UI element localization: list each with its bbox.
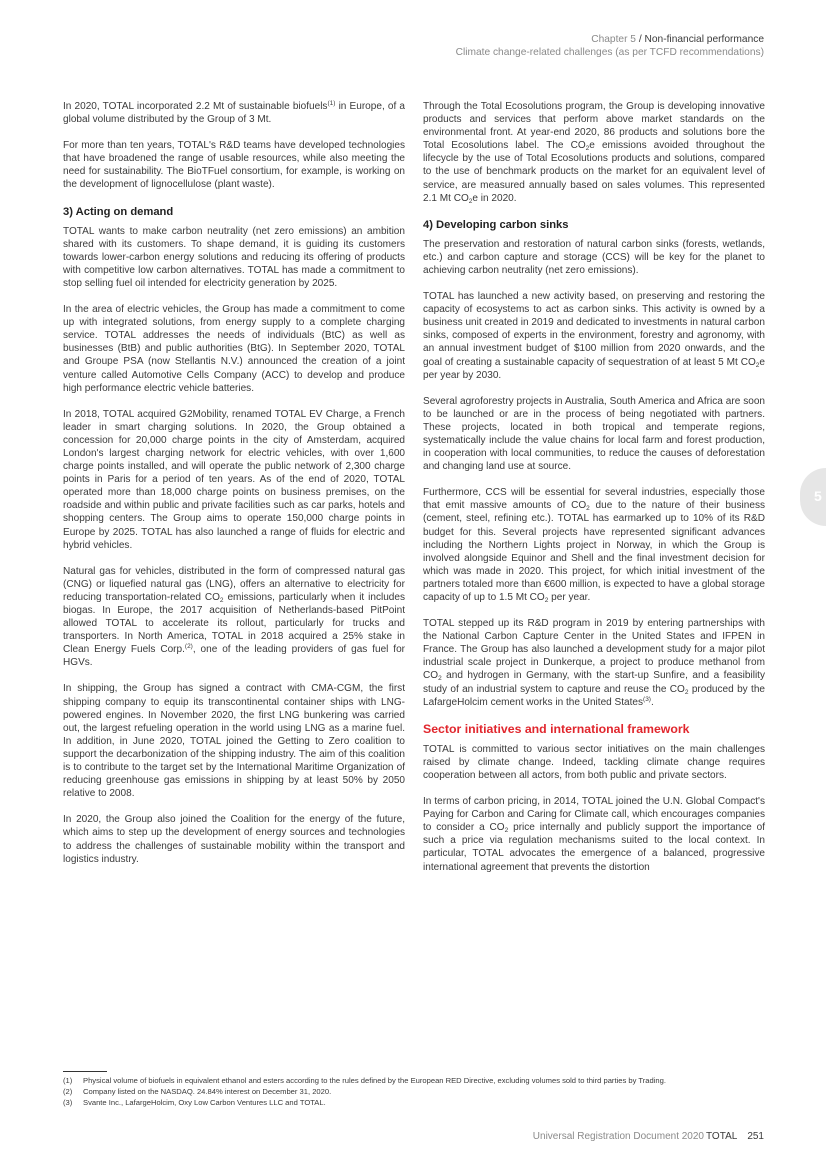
page-header — [456, 34, 764, 59]
header-chapter-line: Chapter 5 / Non-financial performance — [591, 34, 764, 45]
paragraph: In 2020, the Group also joined the Coalition for the energy of the future, which aims to step up the development of energy sources and technologies to address the challenges of sustainable mobility within the transport and logistics industry. — [63, 814, 405, 865]
footnote-ref: (1) — [327, 100, 336, 107]
header-section: Non-financial performance — [644, 34, 764, 45]
paragraph: Through the Total Ecosolutions program, the Group is developing innovative products and services that perform above market standards on the environmental front. At year-end 2020, 86 products and solutions bore the Total Ecosolutions label. The $CO_2e$ emissions avoided throughout the lifecycle by the use of Total Ecosolutions products and solutions, compared to the use of benchmark products on the market for an equivalent level of service, are measured annually based on sales volumes. This represented 2.1 Mt $CO_2e$ in 2020. — [423, 101, 766, 205]
footnotes — [63, 1075, 773, 1108]
page-footer — [533, 1131, 764, 1142]
paragraph: Several agroforestry projects in Australia, South America and Africa are soon to be launched or are in the process of being negotiated with partners. These projects, located in both tropical and temperate regions, systematically include the value chains for local farm and forest production, in cooperation with local communities, to reduce the causes of deforestation and changing land use at source. — [423, 395, 765, 473]
paragraph: For more than ten years, TOTAL's R&D teams have developed technologies that have broadened the range of usable resources, while also meeting the need for sustainability. The BioTFuel consortium, for example, is working on the development of lignocellulose (plant waste). — [63, 140, 405, 191]
paragraph: In shipping, the Group has signed a contract with CMA-CGM, the first shipping company to equip its transcontinental container ships with LNG-powered engines. In November 2020, the first LNG bunkering was carried out, the largest refueling operation in the world using LNG as a marine fuel. In addition, in June 2020, TOTAL joined the Getting to Zero coalition to support the decarbonization of the shipping industry. The aim of this coalition is to contribute to the target set by the International Maritime Organization of reducing greenhouse gas emissions in shipping by at least 50% by 2050 relative to 2008. — [63, 683, 405, 800]
chapter-tab-number: 5 — [814, 488, 822, 504]
paragraph: TOTAL wants to make carbon neutrality (net zero emissions) an ambition shared with its customers. To shape demand, it is guiding its customers towards lower-carbon energy solutions and reducing its offering of products with competitive low carbon alternatives. TOTAL has made a commitment to stop selling fuel oil intended for electricity generation by 2025. — [63, 225, 405, 289]
paragraph: Natural gas for vehicles, distributed in the form of compressed natural gas (CNG) or liquefied natural gas (LNG), offers an alternative to electricity for reducing transportation-related $CO_2$ emissions, particularly when it includes biogas. In Europe, the 2017 acquisition of Netherlands-based PitPoint allowed TOTAL to accelerate its rollout, particularly for trucks and transporters. In North America, TOTAL in 2018 acquired a 25% stake in Clean Energy Fuels Corp.$^{(2)}$, one of the leading providers of gas fuel for HGVs. — [63, 565, 406, 669]
section-heading-sector-initiatives: Sector initiatives and international framework — [423, 721, 690, 736]
header-chapter: Chapter 5 — [591, 34, 636, 45]
paragraph: In 2020, TOTAL incorporated 2.2 Mt of sustainable biofuels$^{(1)}$ in Europe, of a global volume distributed by the Group of 3 Mt. — [63, 100, 406, 126]
paragraph: The preservation and restoration of natural carbon sinks (forests, wetlands, etc.) and carbon capture and storage (CCS) will be key for the planet to achieving carbon neutrality (net zero emissions). — [423, 238, 765, 276]
chapter-tab — [800, 468, 826, 526]
header-subtitle: Climate change-related challenges (as per TCFD recommendations) — [455, 46, 764, 58]
footnote-ref: (3) — [643, 695, 651, 703]
left-column — [63, 100, 405, 879]
footnote: (2) Company listed on the NASDAQ. 24.84% interest on December 31, 2020. — [63, 1087, 332, 1096]
paragraph: TOTAL has launched a new activity based, on preserving and restoring the capacity of ecosystems to act as carbon sinks. This activity is owned by a business unit created in 2019 and dedicated to investments in natural carbon sinks, composed of experts in the environment, forestry and agronomy, with an annual investment budget of $100 million from 2020 onwards, and the goal of creating a sustainable capacity of sequestration of at least 5 Mt $CO_2e$ per year by 2030. — [423, 291, 765, 381]
footnote-divider — [63, 1071, 107, 1072]
paragraph: TOTAL is committed to various sector initiatives on the main challenges raised by climate change. Indeed, tackling climate change requires cooperation between all actors, from both public and private sectors. — [423, 743, 765, 781]
page-number: 251 — [747, 1131, 764, 1142]
footer-brand: TOTAL — [706, 1131, 738, 1142]
footnote-ref: (2) — [184, 643, 193, 651]
footnote: (3) Svante Inc., LafargeHolcim, Oxy Low Carbon Ventures LLC and TOTAL. — [63, 1098, 326, 1107]
paragraph: In 2018, TOTAL acquired G2Mobility, renamed TOTAL EV Charge, a French leader in smart charging solutions. In 2020, the Group obtained a concession for 20,000 charge points in the city of Amsterdam, acquired London's largest charging network for electric vehicles, with over 1,600 charge points installed, and will operate the public network of 2,300 charge points in Paris for a period of ten years. As of the end of 2020, TOTAL operated more than 18,000 charge points on business premises, on the roadside and within public and private facilities such as car parks, hotels and shopping centers. The Group aims to operate 150,000 charge points in Europe by 2025. TOTAL has also launched a range of fluids for electric and hybrid vehicles. — [63, 408, 405, 551]
right-column — [423, 100, 765, 887]
paragraph: In the area of electric vehicles, the Group has made a commitment to come up with integrated solutions, from energy supply to a complete charging service. TOTAL addresses the needs of individuals (BtC) as well as businesses (BtB) and public authorities (BtG). In September 2020, TOTAL and Groupe PSA (now Stellantis N.V.) announced the creation of a joint venture called Automotive Cells Company (ACC) to develop and produce high performance electric vehicle batteries. — [63, 304, 405, 394]
paragraph: In terms of carbon pricing, in 2014, TOTAL joined the U.N. Global Compact's Paying for Carbon and Caring for Climate call, which encourages companies to consider a $CO_2$ price internally and publicly support the importance of such a price via regulation mechanisms suited to the local context. In particular, TOTAL advocates the emergence of a balanced, progressive international agreement that prevents the distortion — [423, 796, 766, 873]
paragraph: Furthermore, CCS will be essential for several industries, especially those that emit massive amounts of $CO_2$ due to the nature of their business (cement, steel, refining etc.). TOTAL has earmarked up to 10% of its R&D budget for this. Several projects have represented significant advances including the Northern Lights project in Norway, in which the Group is involved alongside Equinor and Shell and the final investment decision for which was made in 2020. This project, for which initial investment of the partners totaled more than €600 million, is expected to have a global storage capacity of up to 1.5 Mt $CO_2$ per year. — [423, 487, 765, 604]
section-heading-acting-on-demand: 3) Acting on demand — [63, 205, 174, 218]
footer-doc-title: Universal Registration Document 2020 — [532, 1131, 704, 1142]
section-heading-carbon-sinks: 4) Developing carbon sinks — [423, 218, 569, 231]
paragraph: TOTAL stepped up its R&D program in 2019 by entering partnerships with the National Carbon Capture Center in the United States and IFPEN in France. The Group has also launched a development study for a major pilot industrial scale project in Dunkerque, a project to produce methanol from $CO_2$ and hydrogen in Germany, with the start-up Sunfire, and a feasibility study of an industrial system to capture and reuse the $CO_2$ produced by the LafargeHolcim cement works in the United States$^{(3)}$. — [423, 618, 765, 708]
footnote: (1) Physical volume of biofuels in equivalent ethanol and esters according to the rules defined by the European RED Directive, excluding volumes sold to third parties by Trading. — [63, 1076, 666, 1085]
